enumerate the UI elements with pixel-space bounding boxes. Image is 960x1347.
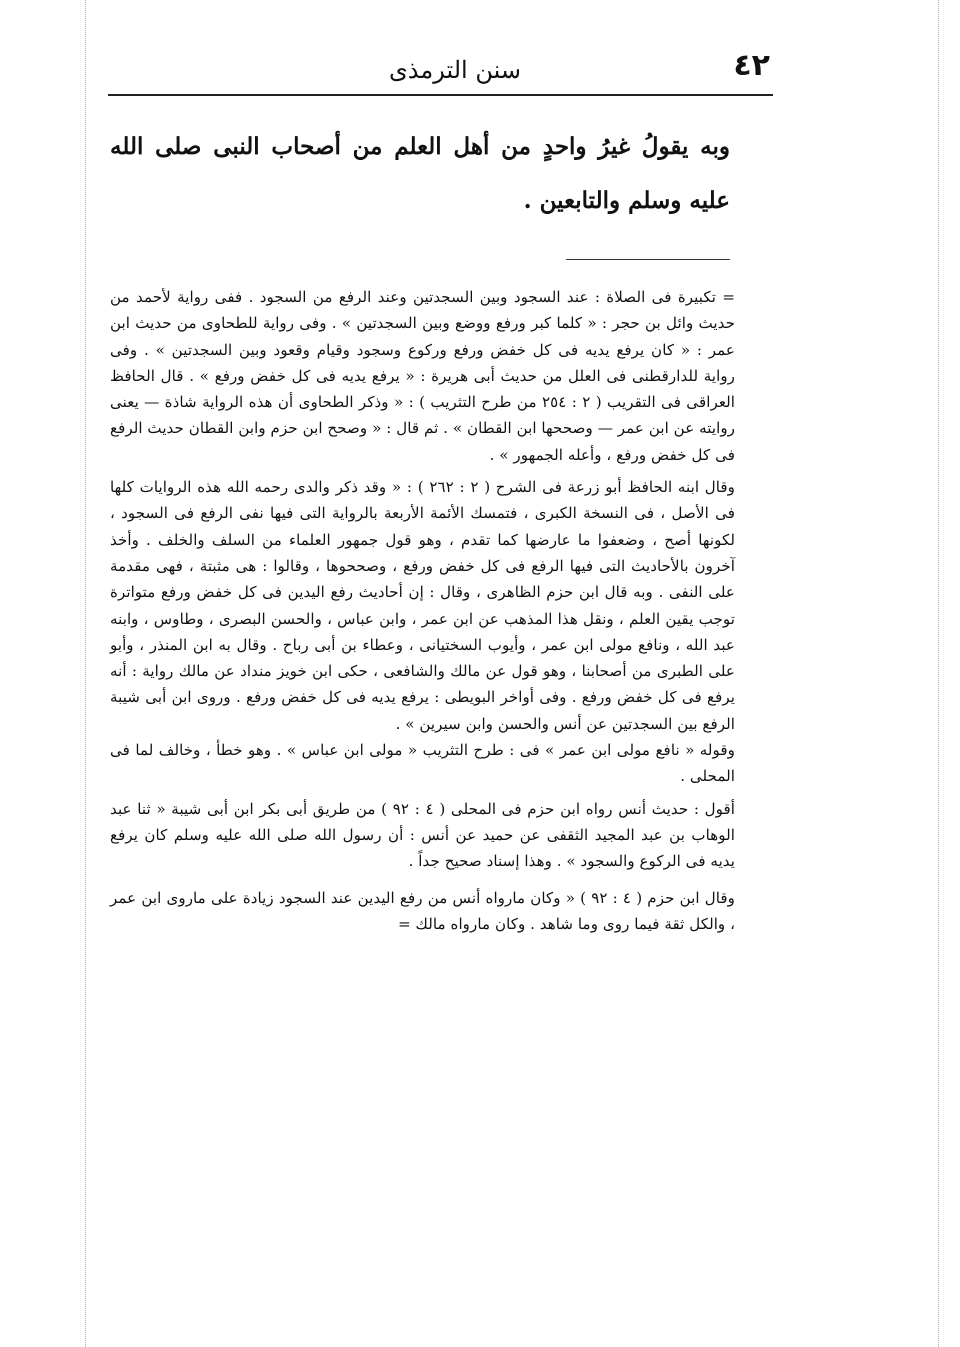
main-text bbox=[110, 120, 730, 228]
footnote-paragraph-4: أقول : حديث أنس رواه ابن حزم فى المحلى ( ٤ : ٩٢ ) من طريق أبى بكر ابن أبى شيبة « ثنا عبد الوهاب بن عبد المجيد الثقفى عن حميد عن أنس : أن رسول الله صلى الله عليه وسلم كان يرفع يديه فى الركوع والسجود » . وهذا إسناد صحيح جداً . bbox=[110, 799, 735, 871]
page-number: ٤٢ bbox=[733, 48, 770, 83]
main-paragraph: وبه يقولُ غيرُ واحدٍ من أهل العلم من أصحاب النبى صلى الله عليه وسلم والتابعين . bbox=[110, 133, 730, 214]
footnotes bbox=[110, 284, 735, 937]
footnote-paragraph-2: وقال ابنه الحافظ أبو زرعة فى الشرح ( ٢ : ٢٦٢ ) : « وقد ذكر والدى رحمه الله هذه الروايات كلها فى الأصل ، فى النسخة الكبرى ، فتمسك الأئمة الأربعة بالرواية التى فيها نفى الرفع فى السجود ، لكونها أصح ، وضعفوا ما عارضها كما تقدم ، وهو قول جمهور العلماء من السلف والخلف . وأخذ آخرون بالأحاديث التى فيها الرفع فى كل خفض ورفع ، وصححوها ، وقالوا : هى مثبتة ، فهى مقدمة على النفى . وبه قال ابن حزم الظاهرى ، وقال : إن أحاديث رفع اليدين فى كل خفض ورفع متواترة توجب يقين العلم ، ونقل هذا المذهب عن ابن عمر ، وابن عباس ، والحسن البصرى ، وطاوس ، وابنه عبد الله ، ونافع مولى ابن عمر ، وأيوب السختيانى ، وعطاء بن أبى رباح . وقال به ابن المنذر ، وأبو على الطبرى من أصحابنا ، وهو قول عن مالك والشافعى ، حكى ابن خويز منداد عن مالك رواية : أنه يرفع فى كل خفض ورفع . وفى أواخر البويطى : يرفع يديه فى كل خفض ورفع . وروى ابن أبى شيبة الرفع بين السجدتين عن أنس والحسن وابن سيرين » . bbox=[110, 478, 735, 733]
header-rule bbox=[108, 94, 773, 96]
right-guide-line bbox=[938, 0, 939, 1347]
footnote-paragraph-5: وقال ابن حزم ( ٤ : ٩٢ ) « وكان مارواه أنس من رفع اليدين عند السجود زيادة على ماروى ابن عمر ، والكل ثقة فيما روى وما شاهد . وكان مارواه مالك = bbox=[110, 888, 735, 933]
running-title: سنن الترمذى bbox=[389, 56, 521, 84]
footnote-paragraph-1: = تكبيرة فى الصلاة : عند السجود وبين السجدتين وعند الرفع من السجود . ففى رواية لأحمد من حديث وائل بن حجر : « كلما كبر ورفع ووضع وبين السجدتين » . وفى رواية للطحاوى من حديث ابن عمر : « كان يرفع يديه فى كل خفض ورفع وركوع وسجود وقيام وقعود وبين السجدتين » . وفى رواية للدارقطنى فى العلل من حديث أبى هريرة : « يرفع يديه فى كل خفض ورفع » . قال الحافظ العراقى فى التقريب ( ٢ : ٢٥٤ من طرح التثريب ) : « وذكر الطحاوى أن هذه الرواية شاذة — يعنى روايته عن ابن عمر — وصححها ابن القطان » . ثم قال : « وصحح ابن حزم وابن القطان حديث الرفع فى كل خفض ورفع ، وأعله الجمهور » . bbox=[110, 288, 735, 464]
footnote-paragraph-3: وقوله « نافع مولى ابن عمر » فى : طرح التثريب « مولى ابن عباس » . وهو خطأ ، وخالف لما فى المحلى . bbox=[110, 741, 735, 786]
page-header bbox=[110, 48, 770, 90]
footnote-separator bbox=[566, 259, 730, 260]
left-guide-line bbox=[85, 0, 86, 1347]
